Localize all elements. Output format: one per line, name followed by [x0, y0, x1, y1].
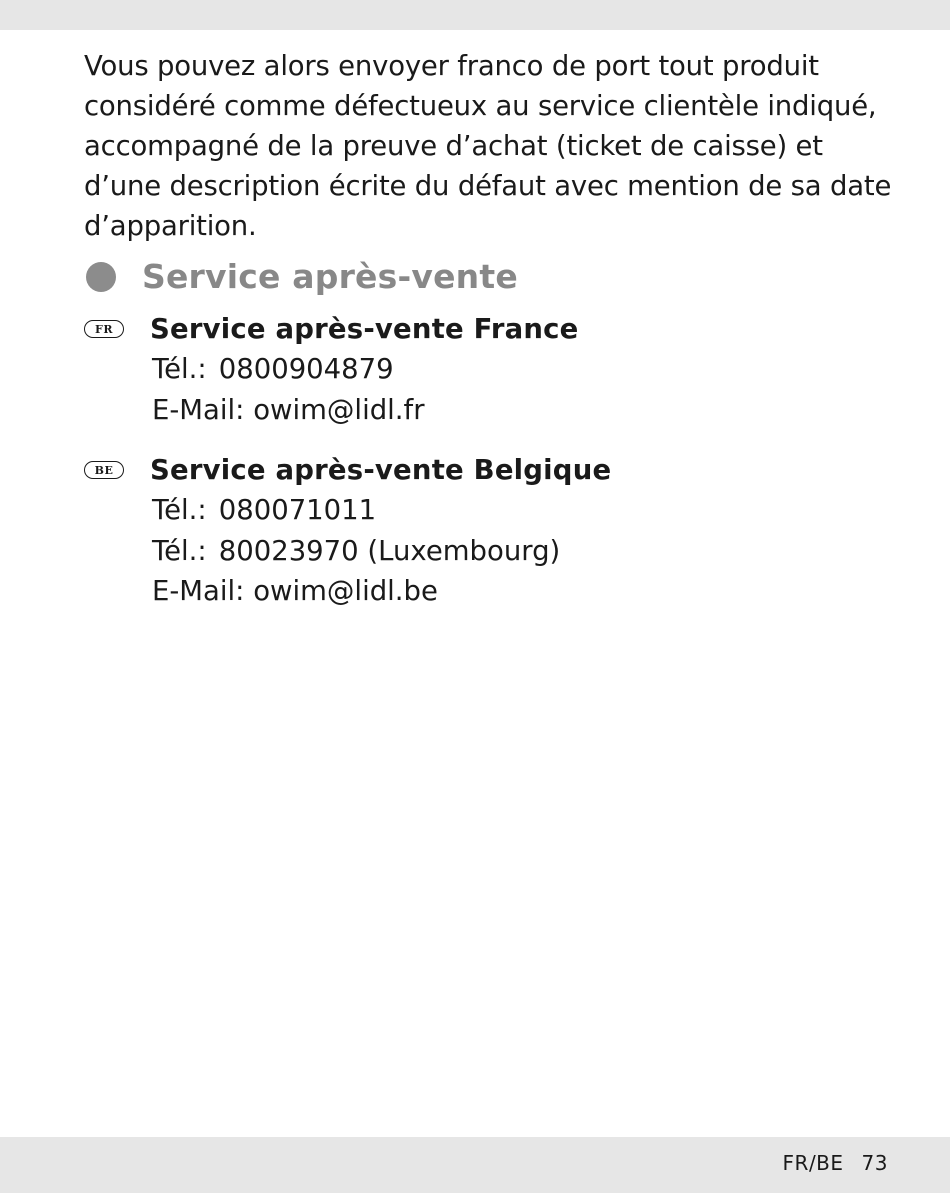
section-title: Service après-vente	[142, 257, 518, 296]
phone-label: Tél.:	[152, 353, 207, 385]
phone-label: Tél.:	[152, 494, 207, 526]
contact-lines	[152, 349, 579, 430]
intro-line: d’une description écrite du défaut avec mention de sa date	[84, 170, 892, 202]
email-label: E-Mail:	[152, 393, 245, 426]
bullet-icon	[86, 262, 116, 292]
intro-line: d’apparition.	[84, 210, 257, 242]
email-label: E-Mail:	[152, 575, 245, 607]
top-margin-band	[0, 0, 950, 30]
email-address: owim@lidl.be	[253, 575, 438, 607]
service-block-belgium	[84, 450, 611, 612]
email-line	[152, 390, 579, 431]
service-block-header	[84, 450, 611, 490]
intro-line: considéré comme défectueux au service clientèle indiqué,	[84, 90, 877, 122]
service-block-france	[84, 309, 579, 430]
service-block-header	[84, 309, 579, 349]
page-number: 73	[861, 1151, 888, 1175]
country-flag-be-icon: BE	[84, 461, 124, 479]
intro-paragraph	[84, 46, 892, 246]
contact-lines	[152, 490, 611, 612]
phone-line-luxembourg	[152, 531, 611, 572]
service-block-title: Service après-vente Belgique	[150, 454, 612, 486]
country-flag-fr-icon: FR	[84, 320, 124, 338]
phone-label: Tél.:	[152, 534, 207, 567]
phone-number: 0800904879	[218, 353, 394, 385]
email-line	[152, 571, 611, 612]
intro-line: Vous pouvez alors envoyer franco de port tout produit	[84, 50, 819, 82]
phone-number: 080071011	[218, 494, 377, 526]
phone-line	[152, 490, 611, 531]
email-address: owim@lidl.fr	[253, 393, 425, 426]
footer-language: FR/BE	[782, 1151, 844, 1175]
intro-line: accompagné de la preuve d’achat (ticket de caisse) et	[84, 130, 823, 162]
section-heading	[86, 257, 518, 296]
page-footer	[783, 1151, 888, 1175]
service-block-title: Service après-vente France	[150, 313, 579, 345]
phone-number: 80023970 (Luxembourg)	[218, 534, 561, 567]
phone-line	[152, 349, 579, 390]
